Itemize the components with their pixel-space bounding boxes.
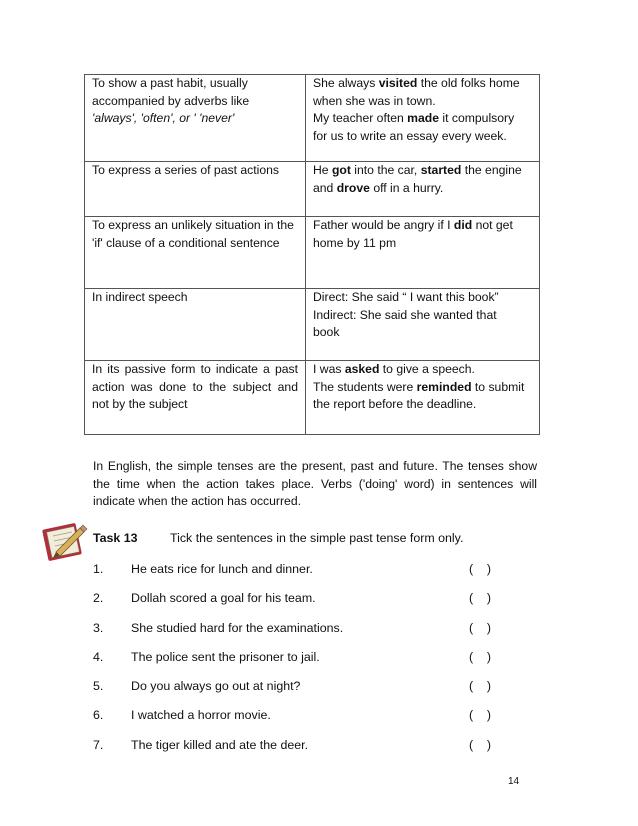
- tick-box[interactable]: ( ): [469, 679, 492, 694]
- tense-usage-table: [84, 74, 540, 435]
- tick-box[interactable]: ( ): [469, 649, 492, 664]
- usage-text-line: accompanied by adverbs like: [92, 93, 250, 108]
- tick-box[interactable]: ( ): [469, 737, 492, 752]
- task-label: Task 13: [93, 531, 138, 545]
- item-sentence: Dollah scored a goal for his team.: [131, 591, 316, 606]
- table-row: [85, 217, 540, 289]
- table-row: [85, 75, 540, 162]
- list-item: [93, 591, 513, 620]
- example-text-line: Indirect: She said she wanted that: [313, 307, 497, 322]
- item-number: 4.: [93, 649, 104, 664]
- usage-cell: [85, 162, 306, 217]
- usage-text-line: To show a past habit, usually: [92, 76, 248, 90]
- example-text-line: My teacher often made it compulsory: [313, 111, 515, 125]
- example-text-line: I was asked to give a speech.: [313, 362, 475, 376]
- list-item: [93, 650, 513, 679]
- keyword-verb: reminded: [416, 379, 472, 394]
- example-text-line: He got into the car, started the engine: [313, 163, 522, 177]
- item-number: 5.: [93, 679, 104, 694]
- keyword-verb: drove: [336, 180, 370, 195]
- example-text-line: for us to write an essay every week.: [313, 128, 507, 143]
- keyword-verb: asked: [344, 362, 380, 376]
- usage-cell: [85, 75, 306, 162]
- item-number: 2.: [93, 591, 104, 606]
- item-number: 6.: [93, 708, 104, 723]
- task-header: [93, 531, 464, 545]
- tick-box[interactable]: ( ): [469, 591, 492, 606]
- example-text-line: The students were reminded to submit: [313, 379, 525, 394]
- list-item: [93, 621, 513, 650]
- page-number: 14: [508, 776, 520, 787]
- usage-cell: In its passive form to indicate a past action was done to the subject and not by the subject: [85, 361, 306, 435]
- usage-cell: [85, 289, 306, 361]
- item-sentence: The police sent the prisoner to jail.: [131, 649, 320, 664]
- item-sentence: The tiger killed and ate the deer.: [131, 737, 309, 752]
- keyword-verb: started: [420, 163, 462, 177]
- usage-text-line: To express an unlikely situation in the: [92, 218, 294, 232]
- example-text-line: and drove off in a hurry.: [313, 180, 444, 195]
- item-sentence: I watched a horror movie.: [131, 708, 271, 723]
- example-cell: [306, 217, 540, 289]
- usage-text-line: 'always', 'often', or ' 'never': [92, 111, 235, 125]
- example-text-line: Direct: She said “ I want this book”: [313, 290, 499, 304]
- table-row: [85, 162, 540, 217]
- example-text-line: home by 11 pm: [313, 235, 397, 250]
- example-text-line: book: [313, 325, 340, 339]
- keyword-verb: did: [453, 218, 473, 232]
- keyword-verb: got: [331, 163, 351, 177]
- table-row: [85, 361, 540, 435]
- item-number: 3.: [93, 620, 104, 635]
- example-cell: [306, 75, 540, 162]
- item-number: 1.: [93, 562, 104, 576]
- usage-text-line: In indirect speech: [92, 290, 188, 304]
- item-number: 7.: [93, 737, 104, 752]
- pencil-paper-icon: [42, 520, 88, 564]
- example-cell: [306, 361, 540, 435]
- list-item: [93, 562, 513, 591]
- item-sentence: He eats rice for lunch and dinner.: [131, 562, 313, 576]
- item-sentence: Do you always go out at night?: [131, 679, 301, 694]
- item-sentence: She studied hard for the examinations.: [131, 620, 344, 635]
- keyword-verb: visited: [378, 76, 418, 90]
- example-text-line: the report before the deadline.: [313, 397, 477, 411]
- usage-text-line: To express a series of past actions: [92, 163, 279, 177]
- usage-text-line: 'if' clause of a conditional sentence: [92, 235, 280, 250]
- task-item-list: [93, 562, 513, 767]
- explanation-paragraph: In English, the simple tenses are the present, past and future. The tenses show the time when the action takes place. Verbs ('doing' word) in sentences will indicate when the action has occurred.: [93, 459, 537, 508]
- table-row: [85, 289, 540, 361]
- example-text-line: She always visited the old folks home: [313, 76, 520, 90]
- tick-box[interactable]: ( ): [469, 620, 492, 635]
- example-cell: [306, 162, 540, 217]
- usage-cell: [85, 217, 306, 289]
- list-item: [93, 708, 513, 737]
- tick-box[interactable]: ( ): [469, 562, 492, 576]
- example-text-line: Father would be angry if I did not get: [313, 218, 513, 232]
- example-text-line: when she was in town.: [313, 93, 436, 108]
- example-cell: [306, 289, 540, 361]
- task-instruction: Tick the sentences in the simple past tense form only.: [170, 531, 464, 545]
- list-item: [93, 738, 513, 767]
- tick-box[interactable]: ( ): [469, 708, 492, 723]
- list-item: [93, 679, 513, 708]
- keyword-verb: made: [407, 111, 440, 125]
